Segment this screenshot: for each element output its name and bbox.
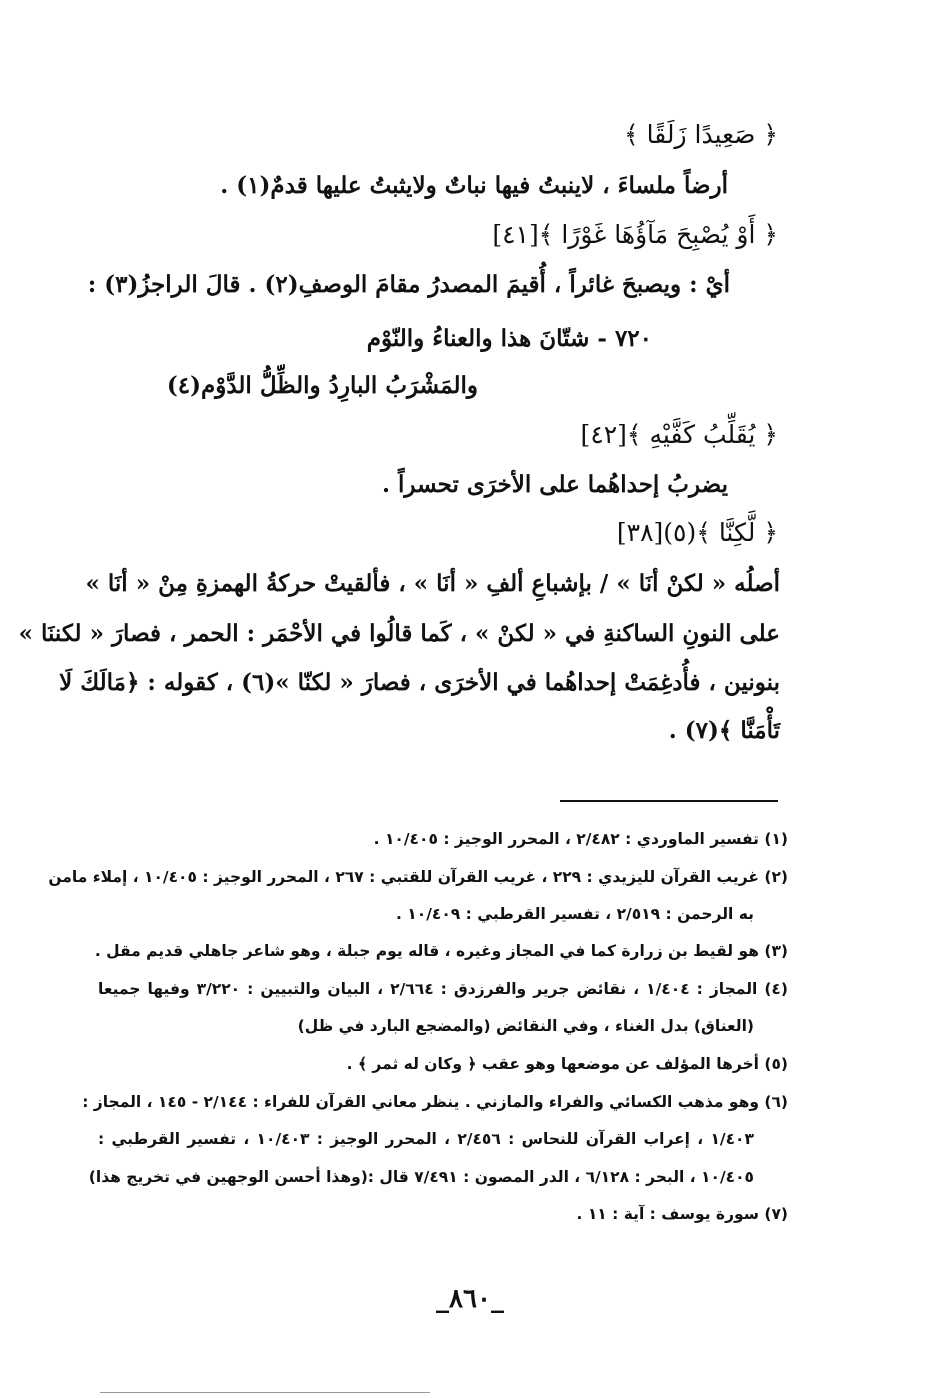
footnote-separator <box>560 800 778 802</box>
commentary-line-4: أصلُه « لكنْ أنَا » / بإشباعِ ألفِ « أنَا » ، فألقيتْ حركةُ الهمزةِ مِنْ « أنَا » <box>85 570 780 597</box>
page-number: _٨٦٠_ <box>436 1284 504 1314</box>
commentary-line-1: أرضاً ملساءَ ، لاينبتُ فيها نباتٌ ولايثبتُ عليها قدمٌ(١) . <box>220 172 728 199</box>
footnote-6: (٦) وهو مذهب الكسائي والفراء والمازني . ينظر معاني القرآن للفراء : ٢/١٤٤ - ١٤٥ ، المجاز : <box>82 1093 788 1111</box>
footnote-2-cont: به الرحمن : ٢/٥١٩ ، تفسير القرطبي : ١٠/٤٠٩ . <box>395 905 754 923</box>
commentary-line-6: بنونين ، فأُدغِمَتْ إحداهُما في الأخرَى ، فصارَ « لكنّا »(٦) ، كقوله : ﴿مَالَكَ لَا <box>59 669 780 696</box>
commentary-line-2: أيْ : ويصبحَ غائراً ، أُقيمَ المصدرُ مقامَ الوصفِ(٢) . قالَ الراجزُ(٣) : <box>87 271 730 298</box>
quran-verse-3: ﴿ يُقَلِّبُ كَفَّيْهِ ﴾[٤٢] <box>580 420 778 449</box>
quran-verse-1: ﴿ صَعِيدًا زَلَقًا ﴾ <box>624 120 778 149</box>
poem-verse-2: والمَشْرَبُ البارِدُ والظِّلُّ الدَّوْم(٤) <box>166 372 478 399</box>
footnote-6-cont-1: ١/٤٠٣ ، إعراب القرآن للنحاس : ٢/٤٥٦ ، المحرر الوجيز : ١٠/٤٠٣ ، تفسير القرطبي : <box>98 1130 754 1148</box>
footnote-2: (٢) غريب القرآن لليزيدي : ٢٢٩ ، غريب القرآن للقتبي : ٢٦٧ ، المحرر الوجيز : ١٠/٤٠٥ ، إملاء مامن <box>48 868 788 886</box>
poem-verse-1: ٧٢٠ - شتّانَ هذا والعناءُ والنّوْم <box>366 325 652 352</box>
commentary-line-3: يضربُ إحداهُما على الأخرَى تحسراً . <box>381 471 728 498</box>
footnote-1: (١) تفسير الماوردي : ٢/٤٨٢ ، المحرر الوجيز : ١٠/٤٠٥ . <box>373 830 788 848</box>
footnote-4-cont: (العناق) بدل الغناء ، وفي النقائض (والمضجع البارد في ظل) <box>297 1017 754 1035</box>
footnote-6-cont-2: ١٠/٤٠٥ ، البحر : ٦/١٢٨ ، الدر المصون : ٧/٤٩١ قال :(وهذا أحسن الوجهين في تخريج هذا) <box>88 1168 754 1186</box>
footnote-5: (٥) أخرها المؤلف عن موضعها وهو عقب ﴿ وكان له ثمر ﴾ . <box>346 1055 788 1073</box>
footnote-4: (٤) المجاز : ١/٤٠٤ ، نقائض جرير والفرزدق : ٢/٦٦٤ ، البيان والتبيين : ٣/٢٢٠ وفيها جميعا <box>98 980 788 998</box>
commentary-line-5: على النونِ الساكنةِ في « لكنْ » ، كَما قالُوا في الأحْمَر : الحمر ، فصارَ « لكننَا » <box>18 620 780 647</box>
commentary-line-7: تَأْمَنَّا ﴾(٧) . <box>668 717 780 744</box>
quran-verse-2: ﴿ أَوْ يُصْبِحَ مَآؤُهَا غَوْرًا ﴾[٤١] <box>492 220 778 249</box>
scan-edge-line <box>100 1392 430 1393</box>
footnote-7: (٧) سورة يوسف : آية : ١١ . <box>576 1205 788 1223</box>
footnote-3: (٣) هو لقيط بن زرارة كما في المجاز وغيره ، قاله يوم جبلة ، وهو شاعر جاهلي قديم مقل . <box>94 942 788 960</box>
quran-verse-4: ﴿ لَّكِنَّا ﴾(٥)[٣٨] <box>616 518 778 547</box>
